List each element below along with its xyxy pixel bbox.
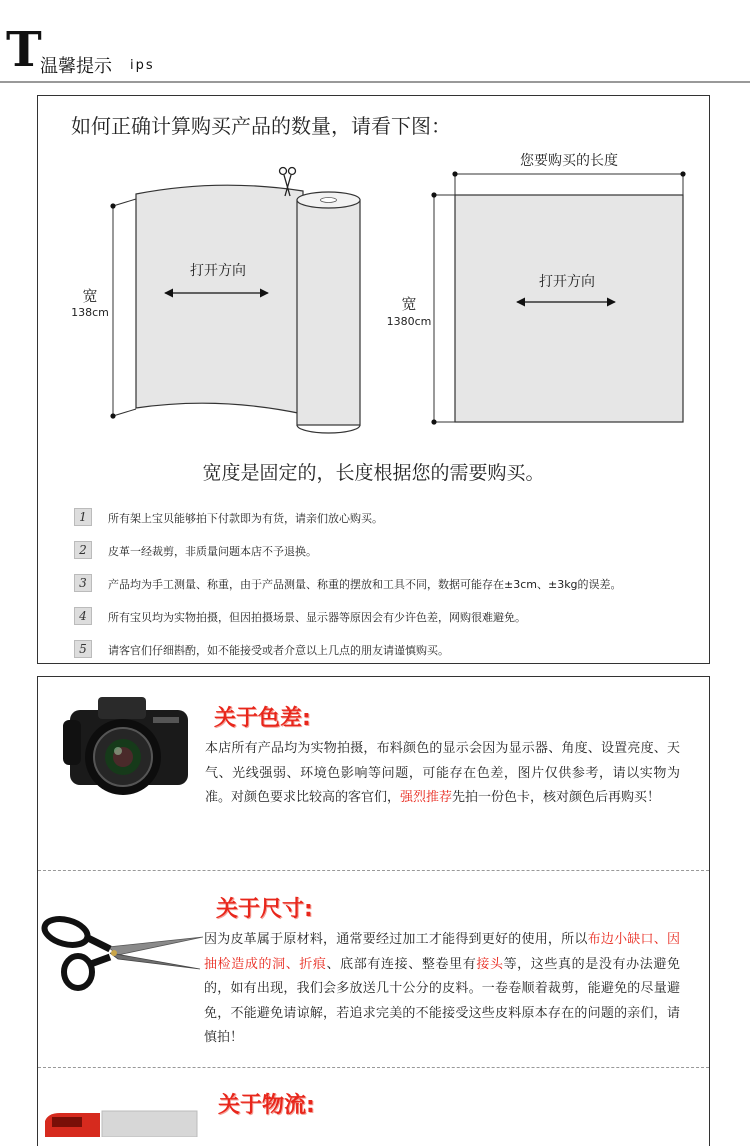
size-section-text — [204, 928, 680, 1051]
size-section-heading: 关于尺寸: — [216, 897, 313, 922]
guide-title: 如何正确计算购买产品的数量，请看下图： — [71, 114, 451, 138]
camera-icon — [58, 685, 193, 800]
page-header — [0, 0, 750, 90]
color-text-highlight: 强烈推荐 — [400, 790, 453, 805]
header-big-letter: T — [6, 22, 42, 78]
color-section-heading: 关于色差: — [214, 706, 311, 731]
purchase-guide-panel — [37, 95, 710, 664]
list-item — [74, 539, 704, 572]
info-panel — [37, 676, 710, 1146]
note-number: 3 — [74, 574, 92, 592]
size-text-part: 因为皮革属于原材料，通常要经过加工才能得到更好的使用，所以 — [204, 932, 588, 947]
note-text: 所有宝贝均为实物拍摄，但因拍摄场景、显示器等原因会有少许色差，网购很难避免。 — [108, 611, 526, 624]
left-open-label: 打开方向 — [190, 263, 246, 279]
left-width-label: 宽 — [82, 287, 98, 305]
note-number: 2 — [74, 541, 92, 559]
list-item — [74, 572, 704, 605]
scissors-icon — [38, 907, 208, 997]
right-length-label: 您要购买的长度 — [520, 153, 618, 169]
roll-body — [297, 200, 360, 425]
size-text-highlight: 接头 — [476, 956, 504, 972]
purchase-diagram — [38, 96, 709, 456]
logistics-section-heading: 关于物流: — [218, 1093, 315, 1118]
note-text: 产品均为手工测量、称重，由于产品测量、称重的摆放和工具不同，数据可能存在±3cm、±3kg的误差。 — [108, 578, 622, 591]
list-item — [74, 638, 704, 671]
list-item — [74, 506, 704, 539]
roll-bottom — [297, 425, 360, 433]
header-title: 温馨提示 — [40, 56, 112, 77]
note-text: 所有架上宝贝能够拍下付款即为有货，请亲们放心购买。 — [108, 512, 383, 525]
size-text-part: 、底部有连接、整卷里有 — [326, 956, 477, 972]
color-section-text — [205, 737, 680, 811]
left-width-value: 138cm — [71, 306, 109, 319]
color-text-part: 先拍一份色卡，核对颜色后再购买！ — [452, 790, 661, 805]
note-number: 4 — [74, 607, 92, 625]
right-width-label: 宽 — [401, 295, 417, 313]
guide-subtitle: 宽度是固定的，长度根据您的需要购买。 — [202, 462, 545, 484]
flat-sheet — [455, 195, 683, 422]
color-text-part: 本店所有产品均为实物拍摄，布料颜色的显示会因为显示器、角度、设置亮度、天气、光线强弱、环境色影响等问题，可能存在色差，图片仅供参考，请以实物为准。对颜色要求比较高的客官们， — [205, 741, 680, 805]
notes-list — [74, 506, 704, 671]
right-width-value: 1380cm — [386, 315, 432, 328]
note-text: 皮革一经裁剪，非质量问题本店不予退换。 — [108, 545, 317, 558]
size-text-highlight: 布边小缺口、因抽检造成的洞、折痕 — [204, 932, 680, 972]
note-text: 请客官们仔细斟酌，如不能接受或者介意以上几点的朋友请谨慎购买。 — [108, 644, 449, 657]
truck-icon — [40, 1107, 200, 1137]
note-number: 5 — [74, 640, 92, 658]
unrolled-sheet — [136, 185, 303, 414]
section-divider — [38, 1067, 709, 1068]
header-suffix: ips — [130, 58, 155, 73]
note-number: 1 — [74, 508, 92, 526]
header-divider — [0, 81, 750, 83]
roll-core — [321, 198, 337, 203]
section-divider — [38, 870, 709, 871]
size-text-part: 等，这些真的是没有办法避免的，如有出现，我们会多放送几十公分的皮料。一卷卷顺着裁剪，能避免的尽量避免，不能避免请谅解，若追求完美的不能接受这些皮料原本存在的问题的亲们，请慎拍！ — [204, 956, 680, 1045]
right-open-label: 打开方向 — [539, 274, 595, 290]
list-item — [74, 605, 704, 638]
